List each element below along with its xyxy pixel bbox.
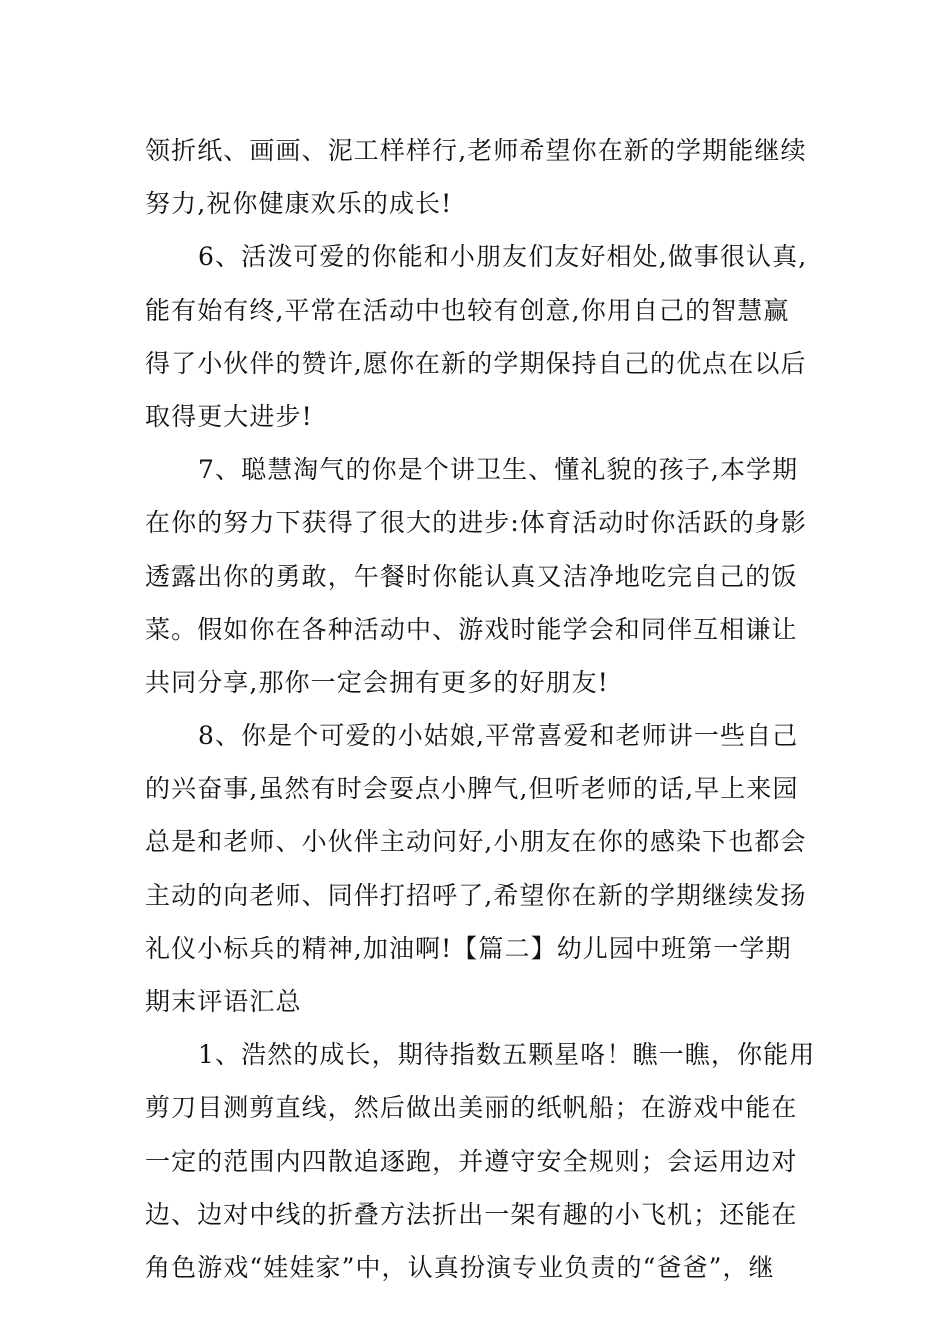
text-line: 领折纸、画画、泥工样样行,老师希望你在新的学期能继续 [145, 136, 807, 165]
text-line: 得了小伙伴的赞许,愿你在新的学期保持自己的优点在以后 [145, 348, 807, 378]
text-line: 透露出你的勇敢，午餐时你能认真又洁净地吃完自己的饭 [145, 561, 798, 591]
paragraph-first-line: 8、你是个可爱的小姑娘,平常喜爱和老师讲一些自己 [198, 721, 799, 751]
paragraph-first-line: 6、活泼可爱的你能和小朋友们友好相处,做事很认真, [198, 242, 808, 272]
text-line: 边、边对中线的折叠方法折出一架有趣的小飞机；还能在 [145, 1199, 798, 1229]
paragraph-first-line: 1、浩然的成长，期待指数五颗星咯！瞧一瞧，你能用 [198, 1040, 816, 1070]
text-line: 剪刀目测剪直线，然后做出美丽的纸帆船；在游戏中能在 [145, 1093, 798, 1123]
text-line: 期末评语汇总 [145, 987, 302, 1016]
text-line: 的兴奋事,虽然有时会耍点小脾气,但听老师的话,早上来园 [145, 774, 799, 804]
document-body [145, 124, 816, 1294]
text-line: 总是和老师、小伙伴主动问好,小朋友在你的感染下也都会 [145, 827, 807, 857]
text-line: 主动的向老师、同伴打招呼了,希望你在新的学期继续发扬 [145, 880, 807, 910]
text-line: 在你的努力下获得了很大的进步:体育活动时你活跃的身影 [145, 508, 808, 538]
text-line: 菜。假如你在各种活动中、游戏时能学会和同伴互相谦让 [145, 614, 798, 644]
text-line: 共同分享,那你一定会拥有更多的好朋友! [145, 667, 609, 697]
text-line: 取得更大进步! [145, 401, 313, 431]
text-line: 角色游戏“娃娃家”中，认真扮演专业负责的“爸爸”，继 [145, 1252, 775, 1282]
text-line: 努力,祝你健康欢乐的成长! [145, 189, 453, 219]
text-line: 一定的范围内四散追逐跑，并遵守安全规则；会运用边对 [145, 1146, 798, 1176]
text-line: 礼仪小标兵的精神,加油啊!【篇二】幼儿园中班第一学期 [145, 933, 792, 963]
text-line: 能有始有终,平常在活动中也较有创意,你用自己的智慧赢 [145, 295, 790, 325]
paragraph-first-line: 7、聪慧淘气的你是个讲卫生、懂礼貌的孩子,本学期 [198, 455, 799, 485]
